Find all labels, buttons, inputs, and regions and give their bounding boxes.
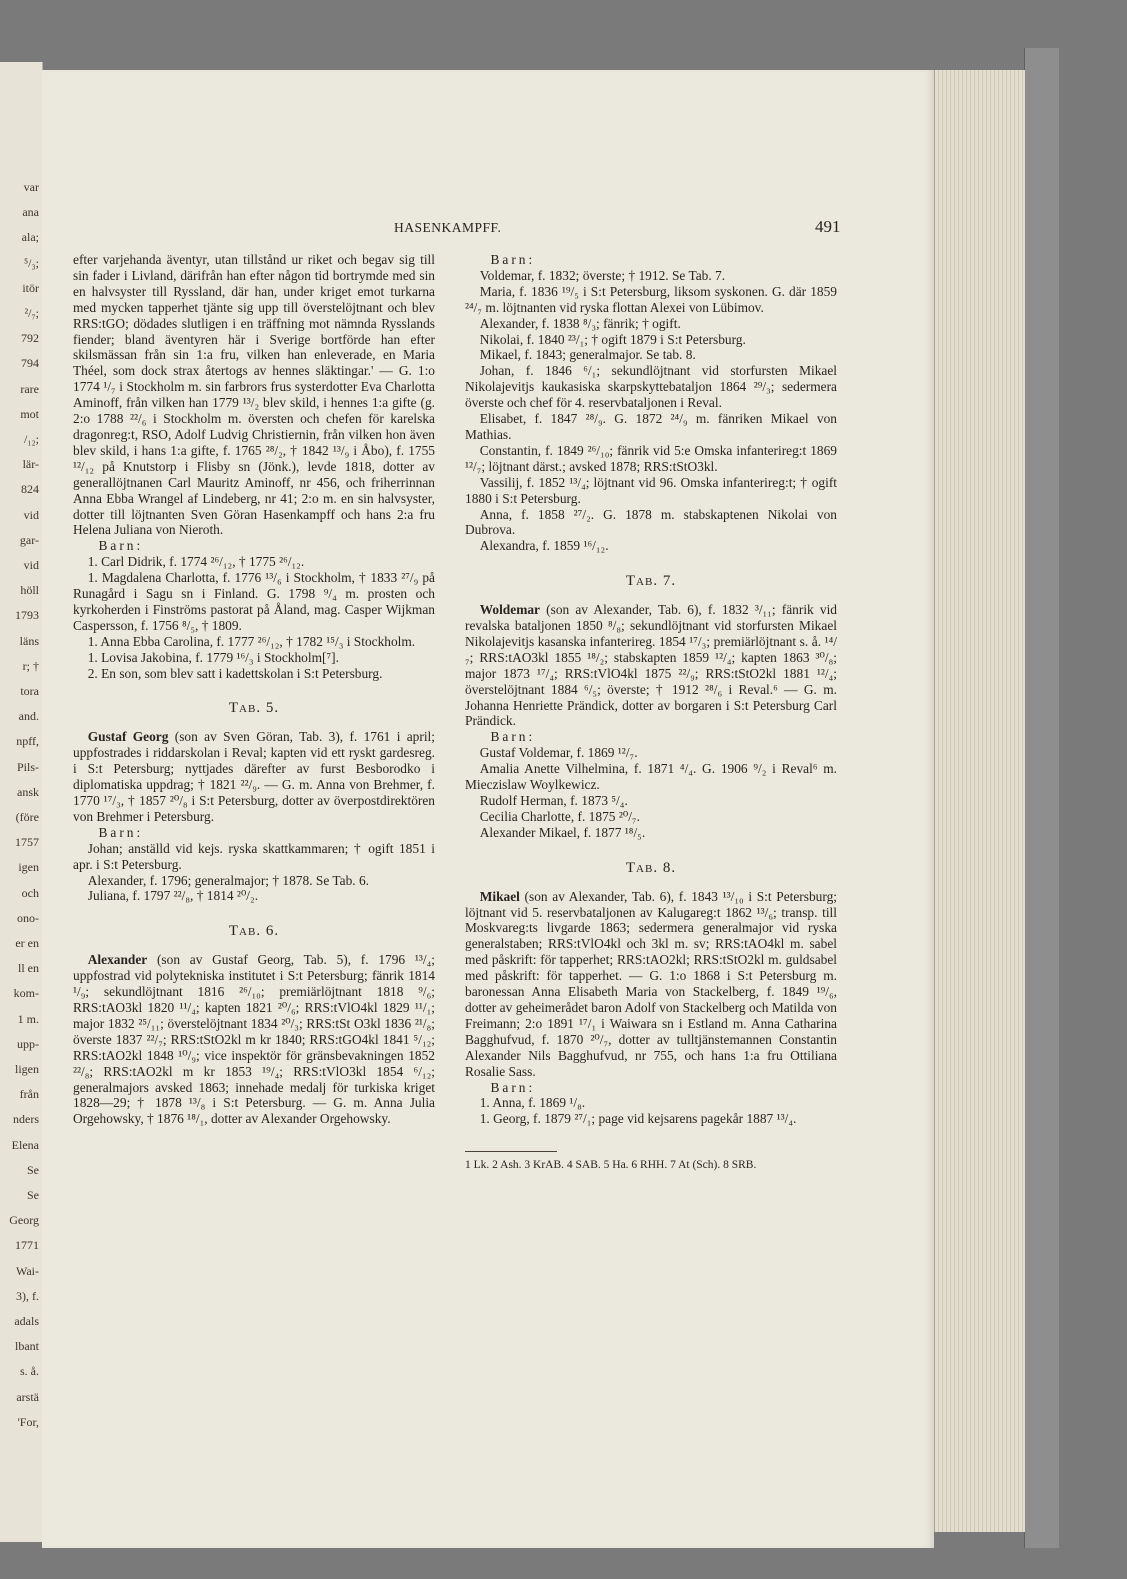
- margin-fragment: 1757: [15, 835, 39, 850]
- child-entry: Constantin, f. 1849 ²⁶/₁₀; fänrik vid 5:e Omska infanterireg:t 1869 ¹²/₇; löjtnant därst.; avsked 1878; RRS:tStO3kl.: [465, 442, 837, 474]
- margin-fragment: gar-: [19, 532, 39, 547]
- margin-fragment: lär-: [22, 457, 39, 472]
- margin-fragment: igen: [18, 860, 39, 875]
- margin-fragment: och: [21, 885, 39, 900]
- margin-fragment: kom-: [13, 986, 39, 1001]
- page-stack-edges: [934, 70, 1025, 1532]
- child-entry: Elisabet, f. 1847 ²⁸/₉. G. 1872 ²⁴/₉ m. fänriken Mikael von Mathias.: [465, 411, 837, 442]
- child-entry: 1. Anna, f. 1869 ¹/₈.: [479, 1095, 586, 1111]
- margin-fragment: ono-: [17, 910, 39, 925]
- margin-fragment: r; †: [22, 658, 39, 673]
- child-entry: 1. Lovisa Jakobina, f. 1779 ¹⁶/₃ i Stockholm[⁷].: [87, 649, 339, 665]
- margin-fragment: Wai-: [15, 1263, 39, 1278]
- child-entry: Anna, f. 1858 ²⁷/₂. G. 1878 m. stabskaptenen Nikolai von Dubrova.: [465, 506, 837, 538]
- child-entry: Mikael, f. 1843; generalmajor. Se tab. 8.: [479, 347, 696, 363]
- child-entry: Alexander Mikael, f. 1877 ¹⁸/₅.: [479, 824, 646, 840]
- margin-fragment: Se: [27, 1188, 39, 1202]
- child-entry: Maria, f. 1836 ¹⁹/₅ i S:t Petersburg, liksom syskonen. G. där 1859 ²⁴/₇ m. löjtnanten vid ryska flottan Alexei von Lübimov.: [465, 283, 837, 315]
- entry-name: Gustaf Georg: [87, 729, 169, 745]
- right-column: [465, 252, 837, 1172]
- margin-fragment: Se: [27, 1162, 39, 1177]
- left-column: [73, 252, 435, 1127]
- margin-fragment: ala;: [21, 230, 39, 245]
- children-heading: Barn:: [98, 824, 144, 840]
- child-entry: Alexander, f. 1796; generalmajor; † 1878. Se Tab. 6.: [87, 872, 370, 888]
- child-entry: Voldemar, f. 1832; överste; † 1912. Se Tab. 7.: [479, 267, 726, 283]
- margin-fragment: itör: [22, 280, 39, 295]
- margin-fragment: upp-: [17, 1036, 39, 1051]
- margin-fragment: mot: [20, 406, 39, 421]
- children-heading: Barn:: [490, 1079, 536, 1095]
- margin-fragment: var: [23, 180, 39, 194]
- paragraph: efter varjehanda äventyr, utan tillstånd ur riket och begav sig till sin fader i Livland, därifrån han efter någon tid bortrymde med sin en halvsyster till Ryssland, där han, under kriget emot turkarna med mycken tapperhet tjänte sig upp till överstelöjtnant och blev RRS:tGO; dödades slutligen i en träffning mot nämnda Rysslands fiender; bland äventyren här i Sverige bortförde han efter skilsmässan från sin 1:a fru, vilken han enleverade, en Maria Théel, som dock strax återtogs av hennes släktingar.' — G. 1:o 1774 ¹/₇ i Stockholm m. sin farbrors frus systerdotter Eva Charlotta Aminoff, från vilken han 1779 ¹³/₂ blev skild, i hennes 1:a gifte (g. 2:o 1788 ²²/₆ i Stockholm m. översten och chefen för karelska dragonreg:t, RSO, Adolf Ludvig Christiernin, från vilken hon även blev skild, i hans 1:a gifte, f. 1765 ²⁸/₂, † 1842 ¹³/₉ i Åbo), f. 1755 ¹²/₁₂ på Knutstorp i Flisby sn (Jönk.), levde 1818, dotter av generallöjtnanen Carl Mauritz Aminoff, nr 456, och friherrinnan Anna Ebba Wrangel af Lindeberg, nr 41; 2:o m. en sin halvsyster, dotter till löjtnanten Sven Göran Hasenkampff och hans 2:a fru Helena Juliana von Nieroth.: [73, 252, 435, 538]
- child-entry: 2. En son, som blev satt i kadettskolan i S:t Petersburg.: [87, 665, 383, 681]
- child-entry: 1. Georg, f. 1879 ²⁷/₁; page vid kejsarens pagekår 1887 ¹³/₄.: [479, 1111, 797, 1127]
- section-title-tab6: Tab. 6.: [228, 923, 280, 940]
- margin-fragment: ²/₇;: [24, 306, 39, 320]
- margin-fragment: nders: [13, 1112, 39, 1127]
- margin-fragment: npff,: [16, 734, 39, 749]
- child-entry: Nikolai, f. 1840 ²³/₁; † ogift 1879 i S:t Petersburg.: [479, 331, 746, 347]
- margin-fragment: vid: [23, 558, 39, 572]
- margin-fragment: s. å.: [20, 1364, 39, 1379]
- margin-fragment: från: [19, 1087, 39, 1102]
- child-entry: Johan; anställd vid kejs. ryska skattkammaren; † ogift 1851 i apr. i S:t Petersburg.: [73, 840, 435, 872]
- child-entry: 1. Magdalena Charlotta, f. 1776 ¹³/₆ i Stockholm, † 1833 ²⁷/₉ på Runagård i Sagu sn i Finland. G. 1798 ⁹/₄ m. prosten och kyrkoherden i Finströms pastorat på Åland, mag. Casper Wijkman Caspersson, f. 1756 ⁸/₅, † 1809.: [73, 570, 435, 633]
- margin-fragment: and.: [18, 709, 39, 724]
- margin-fragment: lbant: [15, 1339, 39, 1354]
- margin-fragment: (före: [15, 810, 39, 824]
- margin-fragment: ll en: [18, 961, 39, 976]
- section-title-tab8: Tab. 8.: [625, 859, 677, 876]
- margin-fragment: ⁵/₃;: [23, 255, 39, 270]
- child-entry: Gustaf Voldemar, f. 1869 ¹²/₇.: [479, 745, 638, 761]
- child-entry: Amalia Anette Vilhelmina, f. 1871 ⁴/₄. G. 1906 ⁹/₂ i Reval⁶ m. Mieczislaw Woylkewicz.: [465, 761, 837, 793]
- margin-fragment: 824: [21, 482, 39, 497]
- margin-fragment: rare: [20, 381, 39, 396]
- child-entry: Alexander, f. 1838 ⁸/₃; fänrik; † ogift.: [479, 315, 681, 331]
- child-entry: 1. Carl Didrik, f. 1774 ²⁶/₁₂, † 1775 ²⁶/₁₂.: [87, 554, 305, 570]
- child-entry: Alexandra, f. 1859 ¹⁶/₁₂.: [479, 538, 609, 554]
- children-heading: Barn:: [98, 538, 144, 554]
- entry-paragraph: [73, 729, 435, 824]
- margin-fragment: Pils-: [16, 759, 39, 774]
- margin-fragment: adals: [14, 1314, 39, 1328]
- child-entry: Juliana, f. 1797 ²²/₈, † 1814 ²⁰/₂.: [87, 888, 259, 904]
- page-number: 491: [815, 217, 841, 236]
- footnotes: 1 Lk. 2 Ash. 3 KrAB. 4 SAB. 5 Ha. 6 RHH. 7 At (Sch). 8 SRB.: [465, 1159, 757, 1172]
- entry-paragraph: [465, 889, 837, 1080]
- margin-fragment: läns: [19, 633, 39, 648]
- children-heading: Barn:: [490, 252, 536, 267]
- margin-fragment: ligen: [15, 1062, 39, 1076]
- margin-fragment: arstä: [16, 1389, 39, 1404]
- child-entry: Cecilia Charlotte, f. 1875 ²⁰/₇.: [479, 808, 640, 824]
- section-title-tab5: Tab. 5.: [228, 700, 280, 717]
- entry-text: (son av Alexander, Tab. 6), f. 1832 ³/₁₁; fänrik vid revalska bataljonen 1850 ⁸/₈; sekundlöjtnant vid storfursten Mikael Nikolajevitjs kasanska infanterireg. 1854 ¹⁷/₃; premiärlöjtnant s. å. ¹⁴/₇; RRS:tAO3kl 1855 ¹⁸/₂; stabskapten 1859 ¹²/₄; kapten 1863 ³⁰/₈; major 1873 ¹⁷/₄; RRS:tVlO4kl 1875 ²²/₉; RRS:tStO2kl 1881 ¹²/₄; överstelöjtnant 1884 ⁶/₅; överste; † 1912 ²⁸/₆ i Reval.⁶ — G. m. Johanna Henriette Prändick, dotter av borgaren i S:t Petersburg Carl Prändick.: [465, 602, 837, 729]
- entry-name: Woldemar: [479, 602, 540, 618]
- child-entry: 1. Anna Ebba Carolina, f. 1777 ²⁶/₁₂, † 1782 ¹⁵/₃ i Stockholm.: [87, 633, 416, 649]
- book-cover-edge: [1024, 48, 1059, 1548]
- margin-fragment: 1771: [15, 1238, 39, 1253]
- book-page: [42, 70, 934, 1548]
- margin-fragment: Elena: [11, 1137, 39, 1152]
- margin-fragment: 792: [21, 331, 39, 346]
- running-head: HASENKAMPFF.: [394, 220, 502, 235]
- margin-fragment: 1793: [15, 608, 39, 623]
- margin-fragment: 'For,: [17, 1414, 39, 1429]
- entry-text: (son av Sven Göran, Tab. 3), f. 1761 i april; uppfostrades i riddarskolan i Reval; kapten vid ett ryskt gardesreg. i S:t Petersburg; nyttjades därefter av furst Besborodko i diplomatiska uppdrag; † 1821 ²²/₉. — G. m. Anna von Brehmer, f. 1770 ¹⁷/₃, † 1857 ²⁰/₈ i S:t Petersburg, dotter av överpostdirektören von Brehmer i Petersburg.: [73, 729, 435, 824]
- entry-name: Mikael: [479, 888, 520, 904]
- margin-fragment: 3), f.: [16, 1288, 39, 1303]
- margin-fragment: höll: [20, 583, 39, 598]
- margin-fragment: 1 m.: [17, 1011, 39, 1026]
- margin-fragment: er en: [15, 936, 39, 950]
- page-header: [42, 217, 934, 240]
- margin-fragment: vid: [23, 507, 39, 522]
- entry-paragraph: [465, 602, 837, 729]
- margin-fragment: 794: [21, 356, 39, 371]
- margin-fragment: ansk: [17, 784, 39, 799]
- entry-text: (son av Gustaf Georg, Tab. 5), f. 1796 ¹³/₄; uppfostrad vid polytekniska institutet i S:t Petersburg; fänrik 1814 ¹/₉; sekundlöjtnant 1816 ²⁶/₁₀; premiärlöjtnant 1818 ⁹/₆; RRS:tAO3kl 1820 ¹¹/₄; kapten 1821 ²⁰/₆; RRS:tVlO4kl 1829 ¹¹/₁; major 1832 ²⁵/₁₁; överstelöjtnant 1834 ²⁰/₃; RRS:tSt O3kl 1836 ²¹/₈; överste 1837 ²²/₇; RRS:tStO2kl m kr 1840; RRS:tGO4kl 1841 ⁵/₁₂; RRS:tAO2kl 1848 ¹⁰/₉; vice inspektör för gränsbevakningen 1852 ²²/₈; RRS:tAO2kl m kr 1853 ¹⁹/₄; RRS:tVlO3kl 1854 ⁶/₁₂; generalmajors avsked 1863; innehade medalj för turkiska kriget 1828—29; † 1878 ¹³/₈ i S:t Petersburg. — G. m. Anna Julia Orgehowsky, † 1876 ¹⁸/₁, dotter av Alexander Orgehowsky.: [73, 952, 435, 1127]
- margin-fragment: /₁₂;: [23, 432, 39, 446]
- child-entry: Rudolf Herman, f. 1873 ⁵/₄.: [479, 793, 628, 808]
- margin-fragment: ana: [22, 205, 39, 220]
- footnote-divider: [465, 1151, 557, 1152]
- children-heading: Barn:: [490, 729, 536, 745]
- entry-name: Alexander: [87, 952, 148, 968]
- entry-paragraph: [73, 952, 435, 1127]
- previous-page-edge: [0, 62, 43, 1542]
- margin-fragment: tora: [20, 684, 39, 698]
- margin-fragment: Georg: [9, 1213, 39, 1228]
- entry-text: (son av Alexander, Tab. 6), f. 1843 ¹³/₁₀ i S:t Petersburg; löjtnant vid 5. reservbataljonen av Kalugareg:t 1862 ¹³/₆; transp. till Moskvareg:ts livgarde 1863; sedermera generalmajor vid ryska generalstaben; RRS:tVlO4kl och 3kl m. sv; RRS:tAO4kl m. sabel med påskrift: för tapperhet; RRS:tAO2kl; RRS:tStO2kl m. guldsabel med påskrift: för tapperhet. — G. 1:o 1868 i S:t Petersburg m. baronessan Anna Elisabeth Maria von Stackelberg, f. 1849 ¹⁹/₆, dotter av geheimerådet baron Adolf von Stackelberg och Matilda von Freimann; 2:o 1891 ¹⁷/₁ i Waiwara sn i Estland m. Anna Catharina Bagghufvud, f. 1870 ²⁰/₇, dotter av tulltjänstemannen Constantin Alexander Nils Bagghufvud, nr 755, och hans 1:a fru Ottiliana Rosalie Sass.: [465, 888, 837, 1079]
- section-title-tab7: Tab. 7.: [625, 573, 677, 590]
- child-entry: Vassilij, f. 1852 ¹³/₄; löjtnant vid 96. Omska infanterireg:t; † ogift 1880 i S:t Petersburg.: [465, 474, 837, 506]
- child-entry: Johan, f. 1846 ⁶/₁; sekundlöjtnant vid storfursten Mikael Nikolajevitjs kaukasiska skarpskyttebataljon 1864 ²⁹/₃; sedermera överste och chef för 4. reservbataljonen i Reval.: [465, 363, 837, 411]
